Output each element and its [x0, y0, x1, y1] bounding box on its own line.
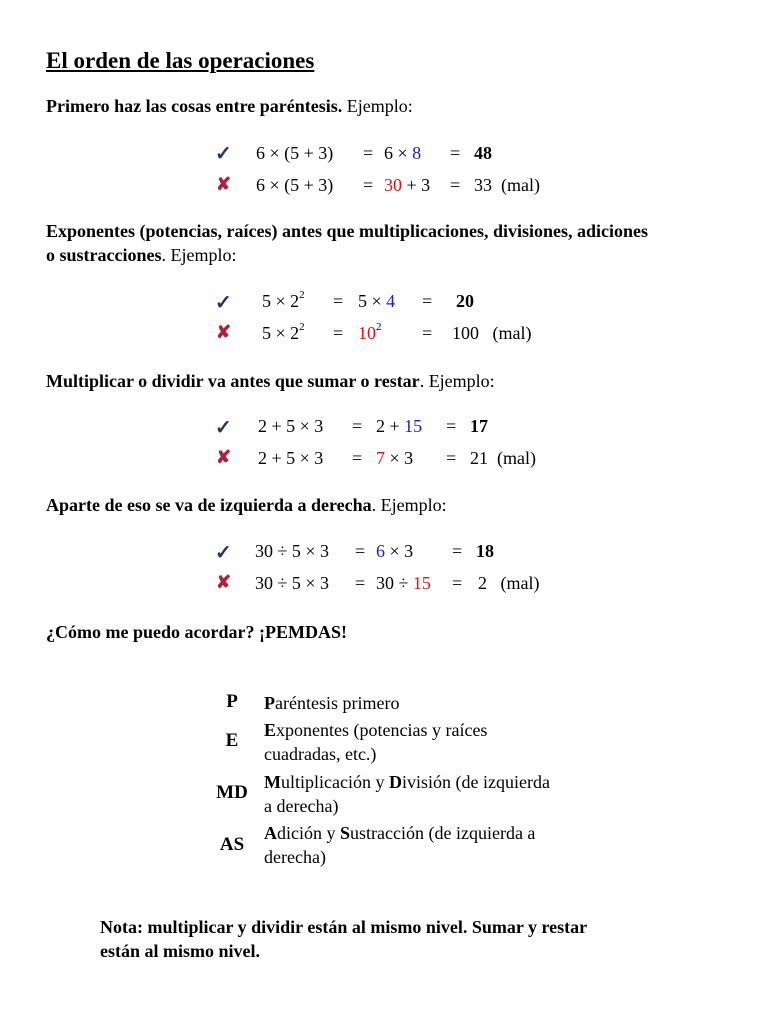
example-wrong-expr: 2 + 5 × 3 [258, 448, 324, 468]
example-right-expr: 2 + 5 × 3 [258, 416, 324, 436]
pemdas-letter: AS [219, 834, 245, 855]
example-right-result: 48 [474, 143, 492, 163]
example-right-step: 6 × 3 [376, 541, 414, 561]
equals-sign: = [422, 291, 433, 311]
equals-sign: = [352, 416, 363, 436]
check-icon: ✓ [215, 292, 232, 314]
example-wrong-step: 30 + 3 [384, 175, 431, 195]
check-icon: ✓ [215, 143, 232, 165]
example-wrong-step: $10^2$ [358, 321, 382, 343]
example-right-expr: $5 \times 2^2$ [262, 289, 305, 311]
cross-icon: ✘ [216, 322, 232, 342]
example-right-result: 17 [470, 416, 488, 436]
pemdas-letter: MD [216, 782, 248, 803]
note: Nota: multiplicar y dividir están al mismo nivel. Sumar y restar están al mismo nivel. [100, 917, 588, 961]
rule-multiply-before-add: Multiplicar o dividir va antes que sumar o restar. Ejemplo: [46, 371, 495, 391]
example-wrong-expr: 30 ÷ 5 × 3 [255, 573, 330, 593]
equals-sign: = [333, 323, 344, 343]
example-right-result: 18 [476, 541, 494, 561]
equals-sign: = [452, 573, 463, 593]
cross-icon: ✘ [216, 572, 232, 592]
example-wrong-expr: 6 × (5 + 3) [256, 175, 334, 195]
equals-sign: = [363, 143, 374, 163]
check-icon: ✓ [215, 417, 232, 439]
example-wrong-step: 30 ÷ 15 [376, 573, 431, 593]
example-wrong-result: 21 (mal) [470, 448, 536, 468]
rule-bold: Primero haz las cosas entre paréntesis. [46, 96, 343, 116]
example-right-result: 20 [456, 291, 474, 311]
equals-sign: = [450, 143, 461, 163]
equals-sign: = [355, 573, 366, 593]
equals-sign: = [452, 541, 463, 561]
example-right-step: 5 × 4 [358, 291, 396, 311]
pemdas-description: Paréntesis primero [264, 693, 400, 713]
cross-icon: ✘ [216, 447, 232, 467]
pemdas-letter: E [225, 730, 239, 751]
example-wrong-result: 100 (mal) [452, 323, 532, 343]
equals-sign: = [333, 291, 344, 311]
rule-rest: Ejemplo: [342, 96, 413, 116]
pemdas-letter: P [226, 691, 238, 712]
equals-sign: = [446, 416, 457, 436]
rule-exponents: Exponentes (potencias, raíces) antes que multiplicaciones, divisiones, adiciones o sustracciones. Ejemplo: [46, 221, 649, 265]
example-wrong-result: 33 (mal) [474, 175, 540, 195]
equals-sign: = [422, 323, 433, 343]
pemdas-description: Adición y Sustracción (de izquierda a derecha) [264, 823, 536, 867]
equals-sign: = [352, 448, 363, 468]
example-wrong-step: 7 × 3 [376, 448, 414, 468]
equals-sign: = [363, 175, 374, 195]
example-right-expr: 6 × (5 + 3) [256, 143, 334, 163]
rule-left-to-right: Aparte de eso se va de izquierda a derecha. Ejemplo: [46, 495, 447, 515]
example-wrong-expr: $5 \times 2^2$ [262, 321, 305, 343]
pemdas-question: ¿Cómo me puedo acordar? ¡PEMDAS! [46, 622, 347, 642]
example-right-step: 6 × 8 [384, 143, 422, 163]
equals-sign: = [450, 175, 461, 195]
example-wrong-result: 2 (mal) [478, 573, 540, 593]
cross-icon: ✘ [216, 174, 232, 194]
pemdas-description: Multiplicación y División (de izquierda a derecha) [264, 772, 550, 816]
example-right-step: 2 + 15 [376, 416, 423, 436]
page-title: El orden de las operaciones [46, 48, 315, 73]
example-right-expr: 30 ÷ 5 × 3 [255, 541, 330, 561]
check-icon: ✓ [215, 542, 232, 564]
pemdas-description: Exponentes (potencias y raíces cuadradas, etc.) [264, 720, 488, 764]
equals-sign: = [355, 541, 366, 561]
rule-parentheses [46, 94, 413, 118]
equals-sign: = [446, 448, 457, 468]
